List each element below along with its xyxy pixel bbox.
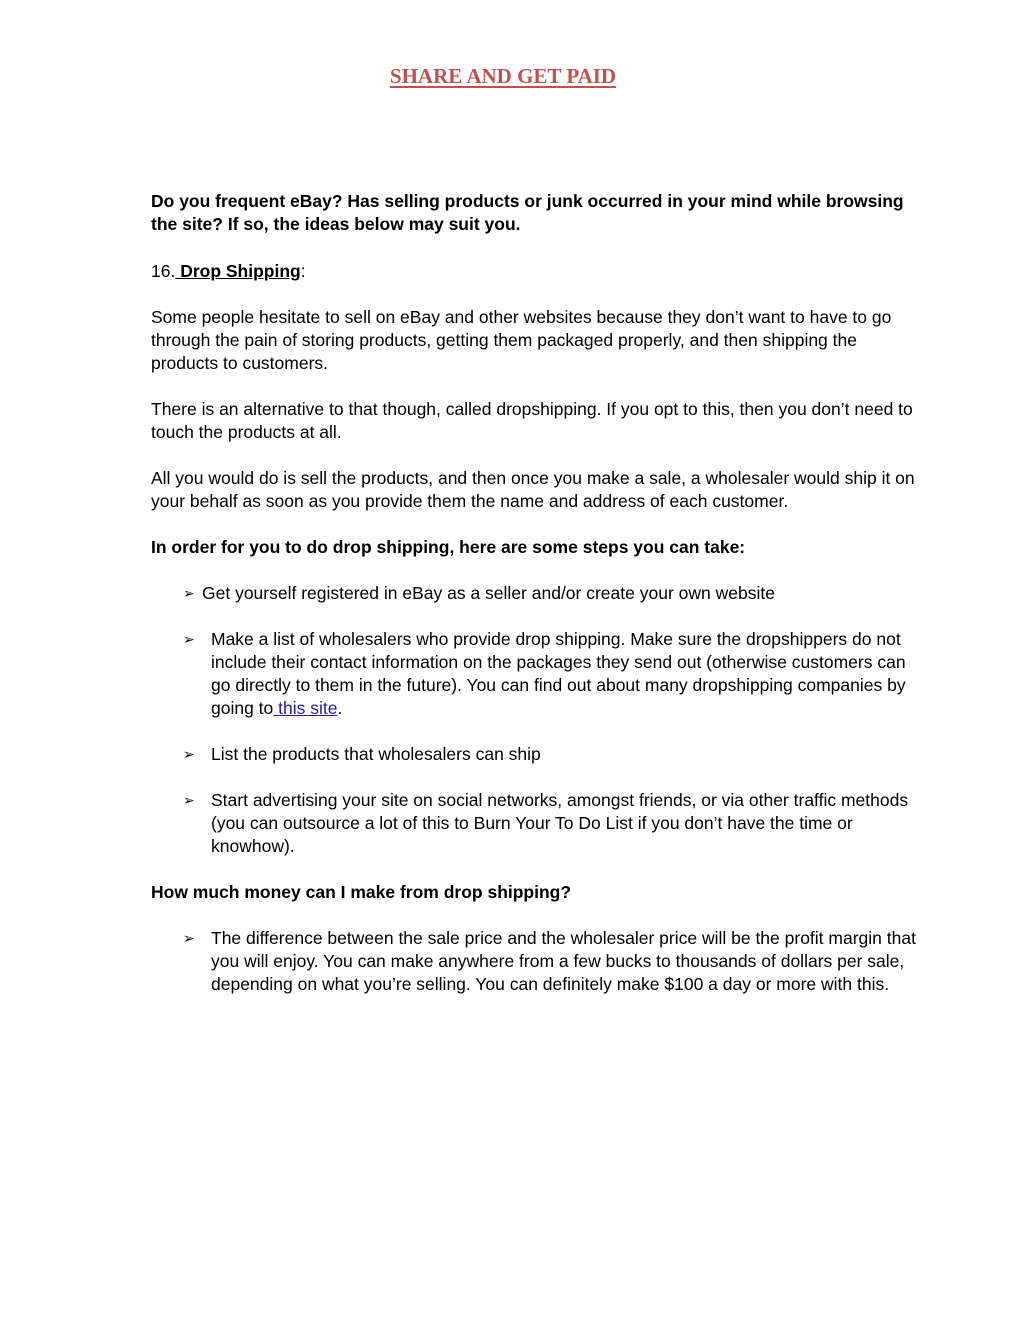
list-item <box>151 582 921 605</box>
page-title: SHARE AND GET PAID <box>389 64 617 88</box>
paragraph-storage: Some people hesitate to sell on eBay and other websites because they don’t want to have to go through the pain of storing products, getting them packaged properly, and then shipping the products to customers. <box>151 307 892 373</box>
list-item <box>151 628 921 720</box>
list-item <box>151 743 921 766</box>
document-body <box>151 190 921 1019</box>
section-heading <box>151 260 921 283</box>
paragraph-wholesaler: All you would do is sell the products, and then once you make a sale, a wholesaler would ship it on your behalf as soon as you provide them the name and address of each customer. <box>151 468 915 511</box>
arrow-bullet-icon: ➢ <box>183 631 195 647</box>
arrow-bullet-icon: ➢ <box>183 930 195 946</box>
arrow-bullet-icon: ➢ <box>183 585 195 601</box>
arrow-bullet-icon: ➢ <box>183 746 195 762</box>
list-item <box>151 789 921 858</box>
section-suffix: : <box>300 261 306 281</box>
step-text-end: . <box>337 698 343 718</box>
list-item <box>151 927 921 996</box>
step-text: Make a list of wholesalers who provide drop shipping. Make sure the dropshippers do not include their contact information on the packages they send out (otherwise customers can go directly to them in the future). You can find out about many dropshipping companies by going to <box>211 629 906 718</box>
section-title: Drop Shipping <box>175 261 301 281</box>
this-site-link[interactable]: this site <box>273 698 338 718</box>
section-number: 16. <box>151 261 176 281</box>
step-text: Get yourself registered in eBay as a seller and/or create your own website <box>202 583 775 603</box>
money-heading: How much money can I make from drop shipping? <box>151 882 572 902</box>
steps-heading: In order for you to do drop shipping, here are some steps you can take: <box>151 537 746 557</box>
step-text: List the products that wholesalers can ship <box>211 744 541 764</box>
intro-paragraph: Do you frequent eBay? Has selling products or junk occurred in your mind while browsing the site? If so, the ideas below may suit you. <box>151 191 904 234</box>
step-text: Start advertising your site on social networks, amongst friends, or via other traffic methods (you can outsource a lot of this to Burn Your To Do List if you don’t have the time or knowhow). <box>211 790 909 856</box>
money-text: The difference between the sale price and the wholesaler price will be the profit margin that you will enjoy. You can make anywhere from a few bucks to thousands of dollars per sale, depending on what you’re selling. You can definitely make $100 a day or more with this. <box>211 928 916 994</box>
paragraph-alternative: There is an alternative to that though, called dropshipping. If you opt to this, then you don’t need to touch the products at all. <box>151 399 913 442</box>
arrow-bullet-icon: ➢ <box>183 792 195 808</box>
